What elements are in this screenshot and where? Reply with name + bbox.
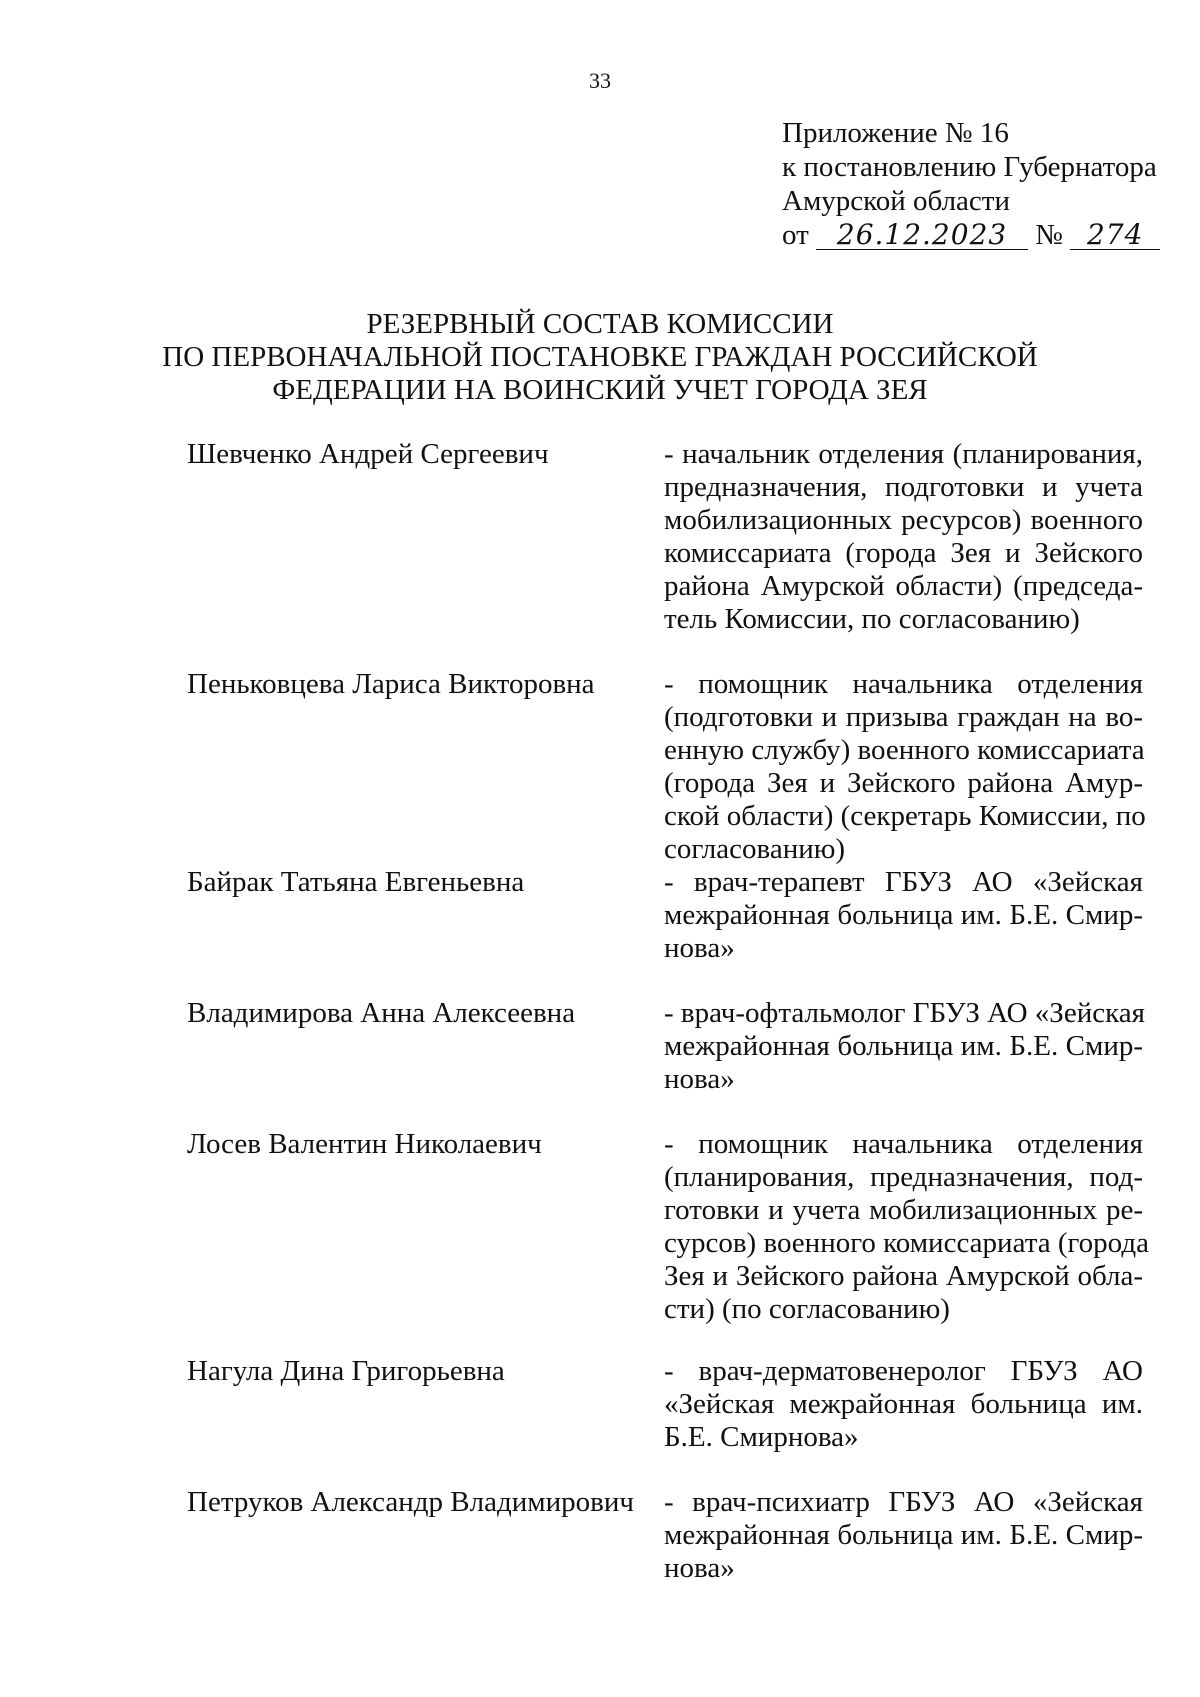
member-role xyxy=(664,1486,1143,1585)
appendix-title: Приложение № 16 xyxy=(782,117,1009,149)
role-line: тель Комиссии, по согласованию) xyxy=(664,603,1080,635)
role-line: межрайонная больница им. Б.Е. Смир- xyxy=(664,1519,1143,1551)
role-line: готовки и учета мобилизационных ре- xyxy=(664,1194,1143,1226)
role-line: межрайонная больница им. Б.Е. Смир- xyxy=(664,1030,1143,1062)
page-number: 33 xyxy=(589,68,611,93)
appendix-date-line xyxy=(782,218,1160,252)
handwritten-number: 274 xyxy=(1070,221,1160,250)
role-line: енную службу) военного комиссариата xyxy=(664,734,1145,766)
role-line: межрайонная больница им. Б.Е. Смир- xyxy=(664,899,1143,931)
role-line: мобилизационных ресурсов) военного xyxy=(664,504,1143,536)
role-line: нова» xyxy=(664,1552,735,1584)
role-line: «Зейская межрайонная больница им. xyxy=(664,1388,1143,1420)
member-name: Нагула Дина Григорьевна xyxy=(187,1355,505,1387)
appendix-header xyxy=(782,116,1160,252)
appendix-reference: к постановлению Губернатора xyxy=(782,151,1157,183)
document-title xyxy=(0,308,1200,407)
role-line: Б.Е. Смирнова» xyxy=(664,1421,859,1453)
role-line: сти) (по согласованию) xyxy=(664,1293,950,1325)
member-name: Байрак Татьяна Евгеньевна xyxy=(187,866,525,898)
role-line: - врач-терапевт ГБУЗ АО «Зейская xyxy=(664,866,1143,898)
role-line: - врач-офтальмолог ГБУЗ АО «Зейская xyxy=(664,997,1145,1029)
member-role xyxy=(664,866,1143,965)
member-name: Владимирова Анна Алексеевна xyxy=(187,997,576,1029)
role-line: Зея и Зейского района Амурской обла- xyxy=(664,1260,1143,1292)
role-line: - врач-психиатр ГБУЗ АО «Зейская xyxy=(664,1486,1143,1518)
role-line: ской области) (секретарь Комиссии, по xyxy=(664,800,1146,832)
role-line: - начальник отделения (планирования, xyxy=(664,438,1143,470)
role-line: района Амурской области) (председа- xyxy=(664,570,1143,602)
number-prefix: № xyxy=(1035,219,1063,251)
role-line: согласованию) xyxy=(664,833,846,865)
role-line: комиссариата (города Зея и Зейского xyxy=(664,537,1143,569)
role-line: (планирования, предназначения, под- xyxy=(664,1161,1143,1193)
role-line: предназначения, подготовки и учета xyxy=(664,471,1143,503)
member-name: Лосев Валентин Николаевич xyxy=(187,1128,542,1160)
role-line: - помощник начальника отделения xyxy=(664,1128,1143,1160)
member-role xyxy=(664,668,1146,866)
title-line-2: ПО ПЕРВОНАЧАЛЬНОЙ ПОСТАНОВКЕ ГРАЖДАН РОССИЙСКОЙ xyxy=(162,341,1038,373)
role-line: нова» xyxy=(664,932,735,964)
role-line: сурсов) военного комиссариата (города xyxy=(664,1227,1149,1259)
title-line-3: ФЕДЕРАЦИИ НА ВОИНСКИЙ УЧЕТ ГОРОДА ЗЕЯ xyxy=(272,374,928,406)
role-line: - врач-дерматовенеролог ГБУЗ АО xyxy=(664,1355,1143,1387)
role-line: нова» xyxy=(664,1063,735,1095)
member-name: Шевченко Андрей Сергеевич xyxy=(187,438,549,470)
appendix-region: Амурской области xyxy=(782,185,1010,217)
handwritten-date: 26.12.2023 xyxy=(816,221,1028,250)
member-role xyxy=(664,438,1143,636)
member-name: Пеньковцева Лариса Викторовна xyxy=(187,668,595,700)
role-line: (города Зея и Зейского района Амур- xyxy=(664,767,1143,799)
member-role xyxy=(664,1128,1149,1326)
role-line: - помощник начальника отделения xyxy=(664,668,1143,700)
member-name: Петруков Александр Владимирович xyxy=(187,1486,634,1518)
member-role xyxy=(664,997,1143,1096)
date-prefix: от xyxy=(782,219,809,251)
role-line: (подготовки и призыва граждан на во- xyxy=(664,701,1143,733)
title-line-1: РЕЗЕРВНЫЙ СОСТАВ КОМИССИИ xyxy=(366,308,834,340)
member-role xyxy=(664,1355,1143,1454)
